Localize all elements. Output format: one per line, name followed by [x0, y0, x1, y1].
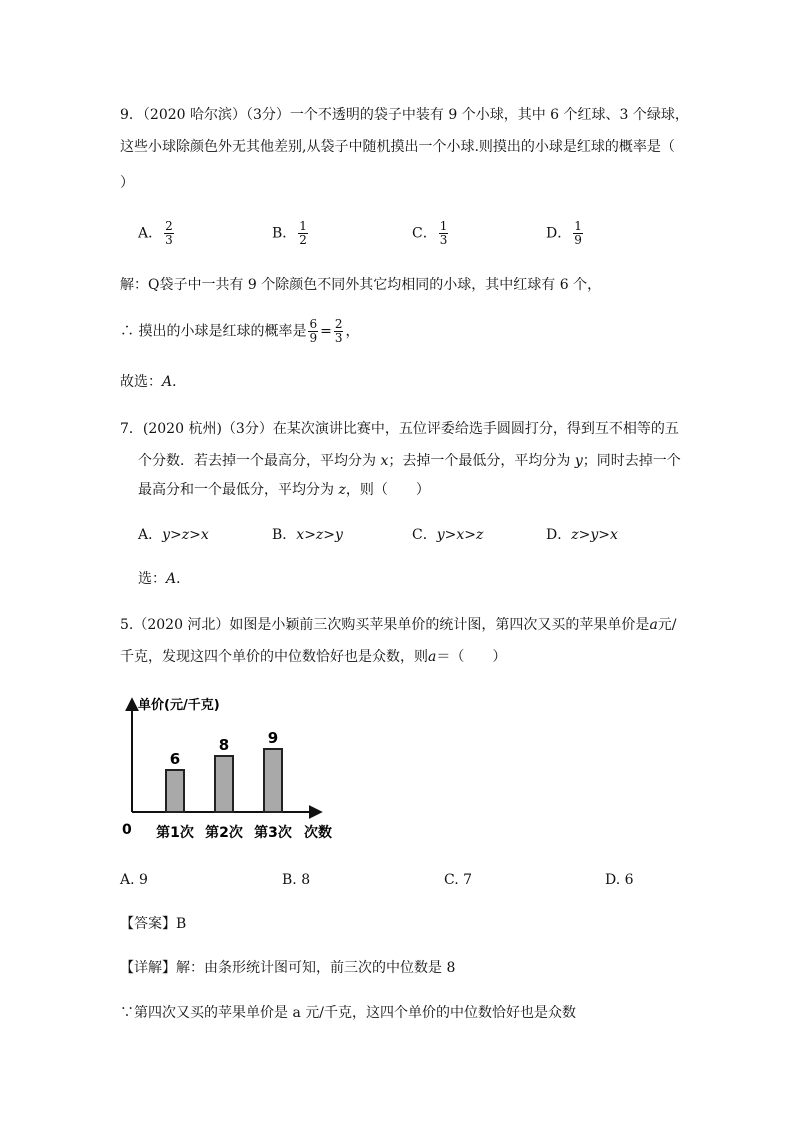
fraction-numerator: 1 — [439, 219, 448, 233]
q9-option-a — [138, 220, 176, 247]
category-label: 第2次 — [205, 825, 243, 841]
stem-text: ，则（ ） — [345, 482, 430, 498]
x-axis-label: 次数 — [304, 825, 332, 841]
q9-stem-line3: ） — [120, 175, 134, 191]
option-expression: y>x>z — [436, 527, 484, 543]
stem-text: 千克，发现这四个单价的中位数恰好也是众数，则 — [120, 649, 428, 665]
q9-option-c — [412, 220, 450, 247]
answer-letter: A — [162, 374, 173, 390]
variable-a: a — [428, 649, 437, 665]
option-expression: y>z>x — [162, 527, 209, 543]
q7-option-b — [272, 525, 343, 545]
equals-sign: = — [320, 323, 332, 340]
option-label: D． — [546, 225, 572, 242]
stem-text: ；同时去掉一个 — [582, 453, 681, 469]
bar-1 — [166, 770, 184, 812]
q5-option-b: B. 8 — [282, 872, 311, 888]
q5-stem-line1 — [120, 615, 677, 635]
stem-text: 元/ — [657, 617, 677, 633]
q5-answer: 【答案】B — [120, 916, 187, 932]
q9-stem-line2: 这些小球除颜色外无其他差别,从袋子中随机摸出一个小球.则摸出的小球是红球的概率是（ — [120, 139, 675, 155]
stem-text: 个分数．若去掉一个最高分，平均分为 — [138, 453, 381, 469]
q9-solution-line1: 解：Q袋子中一共有 9 个除颜色不同外其它均相同的小球，其中红球有 6 个， — [120, 277, 602, 293]
q5-detail-line1: 【详解】解：由条形统计图可知，前三次的中位数是 8 — [120, 960, 456, 976]
fraction-denominator: 3 — [334, 331, 343, 345]
bars-layer — [156, 729, 292, 841]
category-label: 第3次 — [254, 825, 292, 841]
fraction-denominator: 9 — [574, 233, 582, 247]
q7-stem-line2 — [138, 451, 681, 471]
solution-text: ∴ 摸出的小球是红球的概率是 — [120, 323, 307, 340]
fraction-numerator: 1 — [574, 219, 582, 233]
stem-text: 5.（2020 河北）如图是小颖前三次购买苹果单价的统计图，第四次又买的苹果单价是 — [120, 617, 650, 633]
q5-detail-line2: ∵第四次又买的苹果单价是 a 元/千克，这四个单价的中位数恰好也是众数 — [120, 1005, 576, 1021]
option-label: B． — [272, 527, 297, 543]
option-label: A． — [138, 527, 163, 543]
option-label: C． — [412, 527, 437, 543]
fraction-numerator: 1 — [299, 219, 307, 233]
bar-3 — [264, 749, 282, 812]
q9-stem-line1: 9．（2020 哈尔滨）（3分）一个不透明的袋子中装有 9 个小球，其中 6 个红球、3 个绿球， — [120, 107, 689, 123]
variable-x: x — [380, 453, 389, 469]
option-label: C． — [412, 225, 437, 242]
variable-a: a — [649, 617, 658, 633]
q9-solution-line2 — [120, 318, 359, 345]
answer-prefix: 选： — [138, 571, 166, 587]
bar-value-label: 8 — [218, 736, 230, 754]
q7-stem-line1: 7．(2020 杭州)（3分）在某次演讲比赛中，五位评委给选手圆圆打分，得到互不相等的五 — [120, 421, 679, 437]
bar-2 — [215, 756, 233, 812]
q9-answer — [120, 372, 186, 392]
q5-option-a: A. 9 — [120, 872, 148, 888]
option-expression: z>y>x — [571, 527, 618, 543]
variable-y: y — [574, 453, 583, 469]
answer-suffix: ． — [176, 571, 191, 587]
q9-option-b — [272, 220, 310, 247]
fraction-numerator: 2 — [165, 219, 173, 233]
option-expression: x>z>y — [296, 527, 343, 543]
fraction-denominator: 2 — [299, 233, 307, 247]
fraction-numerator: 6 — [309, 317, 318, 331]
q5-option-c: C. 7 — [444, 872, 473, 888]
q7-option-c — [412, 525, 483, 545]
answer-letter: A — [166, 571, 177, 587]
answer-prefix: 故选： — [120, 374, 162, 390]
q9-option-d — [546, 220, 585, 247]
q5-stem-line2 — [120, 647, 506, 667]
fraction-denominator: 3 — [165, 233, 173, 247]
bar-value-label: 6 — [169, 750, 181, 768]
q7-option-d — [546, 525, 618, 545]
option-label: D． — [546, 527, 572, 543]
fraction-numerator: 2 — [334, 317, 343, 331]
stem-text: 最高分和一个最低分，平均分为 — [138, 482, 339, 498]
fraction-denominator: 9 — [309, 331, 318, 345]
q7-answer — [138, 569, 190, 589]
solution-punct: ， — [345, 323, 360, 340]
q7-option-a — [138, 525, 209, 545]
stem-text: ＝（ ） — [436, 649, 507, 665]
q7-stem-line3 — [138, 480, 430, 500]
q5-option-d: D. 6 — [605, 872, 634, 888]
variable-z: z — [338, 482, 346, 498]
option-label: A． — [138, 225, 163, 242]
category-label: 第1次 — [156, 825, 194, 841]
y-axis-label: 单价(元/千克) — [138, 698, 220, 713]
fraction-denominator: 3 — [439, 233, 448, 247]
origin-label: 0 — [122, 822, 132, 838]
unit-price-bar-chart — [110, 688, 350, 848]
answer-suffix: ． — [172, 374, 187, 390]
bar-value-label: 9 — [267, 729, 279, 747]
option-label: B． — [272, 225, 297, 242]
stem-text: ；去掉一个最低分，平均分为 — [388, 453, 575, 469]
